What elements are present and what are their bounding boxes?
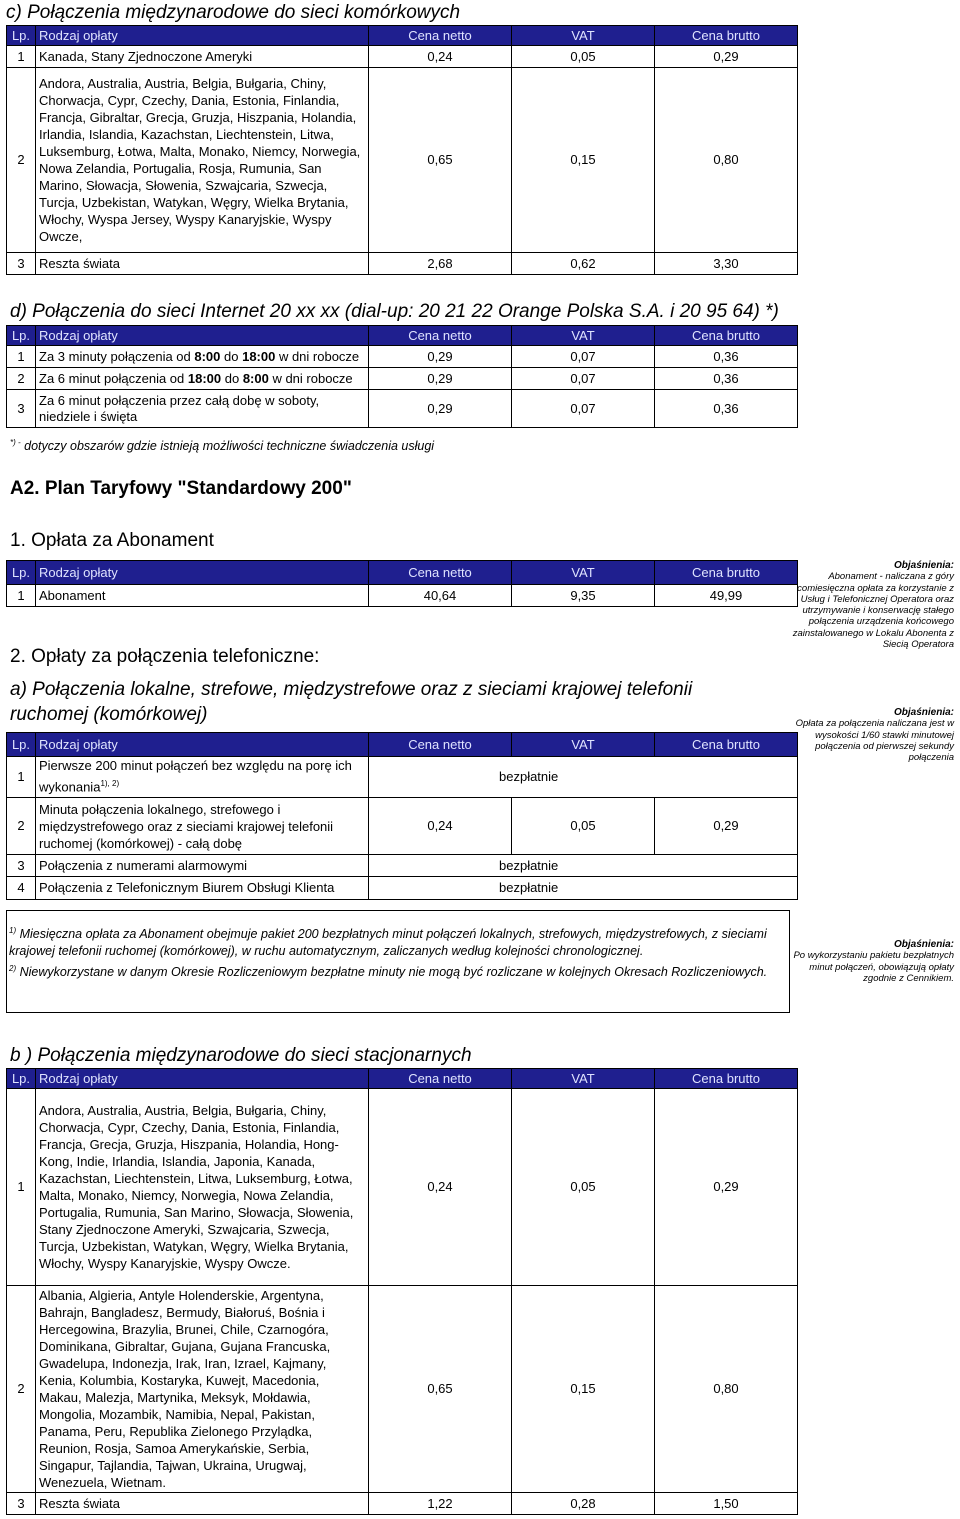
section-b-title: b ) Połączenia międzynarodowe do sieci stacjonarnych [10,1045,472,1066]
header-net: Cena netto [369,26,512,46]
table-row: 1 Andora, Australia, Austria, Belgia, Bułgaria, Chiny, Chorwacja, Cypr, Czechy, Dania, Estonia, Finlandia, Francja, Grecja, Gruzja, Hiszpania, Holandia, Hong-Kong, Indie, Irlandia, Islandia, Japonia, Kanada, Kazachstan, Liechtenstein, Litwa, Luksemburg, Łotwa, Malta, Monako, Niemcy, Norwegia, Nowa Zelandia, Portugalia, Rumunia, San Marino, Słowacja, Słowenia, Stany Zjednoczone Ameryki, Szwajcaria, Szwecja, Turcja, Uzbekistan, Watykan, Węgry, Wielka Brytania, Włochy, Wyspy Kanaryjskie, Wyspy Owcze. 0,24 0,05 0,29 [7,1089,798,1286]
table-row: 4 Połączenia z Telefonicznym Biurem Obsługi Klienta bezpłatnie [7,877,798,900]
side-note-abonament: Objaśnienia: Abonament - naliczana z góry comiesięczna opłata za korzystanie z Usług i Telefonicznej Operatora oraz utrzymywanie i konserwację stałego połączenia urządzenia końcowego zainstalowanego w Lokalu Abonenta z Siecią Operatora [792,560,954,651]
table-header [7,26,798,46]
table-header: Lp. Rodzaj opłaty Cena netto VAT Cena brutto [7,733,798,757]
side-note-package: Objaśnienia: Po wykorzystaniu pakietu bezpłatnych minut połączeń, obowiązują opłaty zgodnie z Cennikiem. [793,939,954,984]
footnote-d: *) - dotyczy obszarów gdzie istnieją możliwości techniczne świadczenia usługi [10,438,435,454]
table-abonament [6,560,798,607]
table-row: 3 Reszta świata 2,68 0,62 3,30 [7,253,798,275]
header-desc: Rodzaj opłaty [36,26,369,46]
table-row: 2 Minuta połączenia lokalnego, strefowego i międzystrefowego oraz z sieciami krajowej telefonii ruchomej (komórkowej) - całą dobę 0,24 0,05 0,29 [7,798,798,855]
section-c-title: c) Połączenia międzynarodowe do sieci komórkowych [6,2,461,23]
table-row: 1 Za 3 minuty połączenia od 8:00 do 18:00 w dni robocze 0,29 0,07 0,36 [7,346,798,368]
table-row: 2 Za 6 minut połączenia od 18:00 do 8:00 w dni robocze 0,29 0,07 0,36 [7,368,798,390]
table-row: 1 Pierwsze 200 minut połączeń bez względu na porę ich wykonania$^{1), 2)}$ bezpłatnie [7,757,798,798]
table-header: Lp. Rodzaj opłaty Cena netto VAT Cena brutto [7,1069,798,1089]
side-note-billing: Objaśnienia: Opłata za połączenia naliczana jest w wysokości 1/60 stawki minutowej połączenia od pierwszej sekundy połączenia [795,707,954,764]
table-row: 3 Reszta świata 1,22 0,28 1,50 [7,1493,798,1515]
table-row: 3 Za 6 minut połączenia przez całą dobę w soboty, niedziele i święta 0,29 0,07 0,36 [7,390,798,428]
section-d-title: d) Połączenia do sieci Internet 20 xx xx (dial-up: 20 21 22 Orange Polska S.A. i 20 95 64) *) [10,301,779,322]
table-section-c [6,25,798,275]
section-2a-title: a) Połączenia lokalne, strefowe, międzystrefowe oraz z sieciami krajowej telefonii ruchomej (komórkowej) [10,679,693,725]
header-vat: VAT [512,26,655,46]
header-lp: Lp. [7,26,36,46]
table-section-b [6,1068,798,1515]
section-1-title: 1. Opłata za Abonament [10,530,214,551]
table-row: 2 Andora, Australia, Austria, Belgia, Bułgaria, Chiny, Chorwacja, Cypr, Czechy, Dania, Estonia, Finlandia, Francja, Gibraltar, Grecja, Gruzja, Hiszpania, Holandia, Irlandia, Islandia, Kazachstan, Liechtenstein, Litwa, Luksemburg, Łotwa, Malta, Monako, Niemcy, Norwegia, Nowa Zelandia, Portugalia, Rosja, Rumunia, San Marino, Słowacja, Słowenia, Szwajcaria, Szwecja, Turcja, Uzbekistan, Watykan, Węgry, Wielka Brytania, Włochy, Wyspa Jersey, Wyspy Kanaryjskie, Wyspy Owcze, 0,65 0,15 0,80 [7,68,798,253]
table-header: Lp. Rodzaj opłaty Cena netto VAT Cena brutto [7,326,798,346]
plan-title: A2. Plan Taryfowy "Standardowy 200" [10,478,352,499]
section-2-title: 2. Opłaty za połączenia telefoniczne: [10,646,320,667]
table-row: 1 Abonament 40,64 9,35 49,99 [7,585,798,607]
footnotes-box: $^{1)}$ Miesięczna opłata za Abonament obejmuje pakiet 200 bezpłatnych minut połączeń lokalnych, strefowych, międzystrefowych, z sieciami krajowej telefonii ruchomej (komórkowej), w ruchu automatycznym, zaliczanych według kolejności chronologicznej. $^{2)}$ Niewykorzystane w danym Okresie Rozliczeniowym bezpłatne minuty nie mogą być rozliczane w kolejnych Okresach Rozliczeniowych. [6,910,790,1013]
table-row: 3 Połączenia z numerami alarmowymi bezpłatnie [7,855,798,877]
header-gross: Cena brutto [655,26,798,46]
table-header: Lp. Rodzaj opłaty Cena netto VAT Cena brutto [7,561,798,585]
table-row: 2 Albania, Algieria, Antyle Holenderskie, Argentyna, Bahrajn, Bangladesz, Bermudy, Białoruś, Bośnia i Hercegowina, Brazylia, Brunei, Chile, Czarnogóra, Dominikana, Gibraltar, Gujana, Gujana Francuska, Gwadelupa, Indonezja, Irak, Iran, Izrael, Kajmany, Kenia, Kolumbia, Kostaryka, Kuwejt, Macedonia, Makau, Malezja, Martynika, Meksyk, Mołdawia, Mongolia, Mozambik, Namibia, Nepal, Pakistan, Panama, Peru, Republika Zielonego Przylądka, Reunion, Rosja, Samoa Amerykańskie, Serbia, Singapur, Tajlandia, Tajwan, Ukraina, Urugwaj, Wenezuela, Wietnam. 0,65 0,15 0,80 [7,1286,798,1493]
table-row: 1 Kanada, Stany Zjednoczone Ameryki 0,24 0,05 0,29 [7,46,798,68]
table-section-2a [6,732,798,900]
table-section-d [6,325,798,428]
